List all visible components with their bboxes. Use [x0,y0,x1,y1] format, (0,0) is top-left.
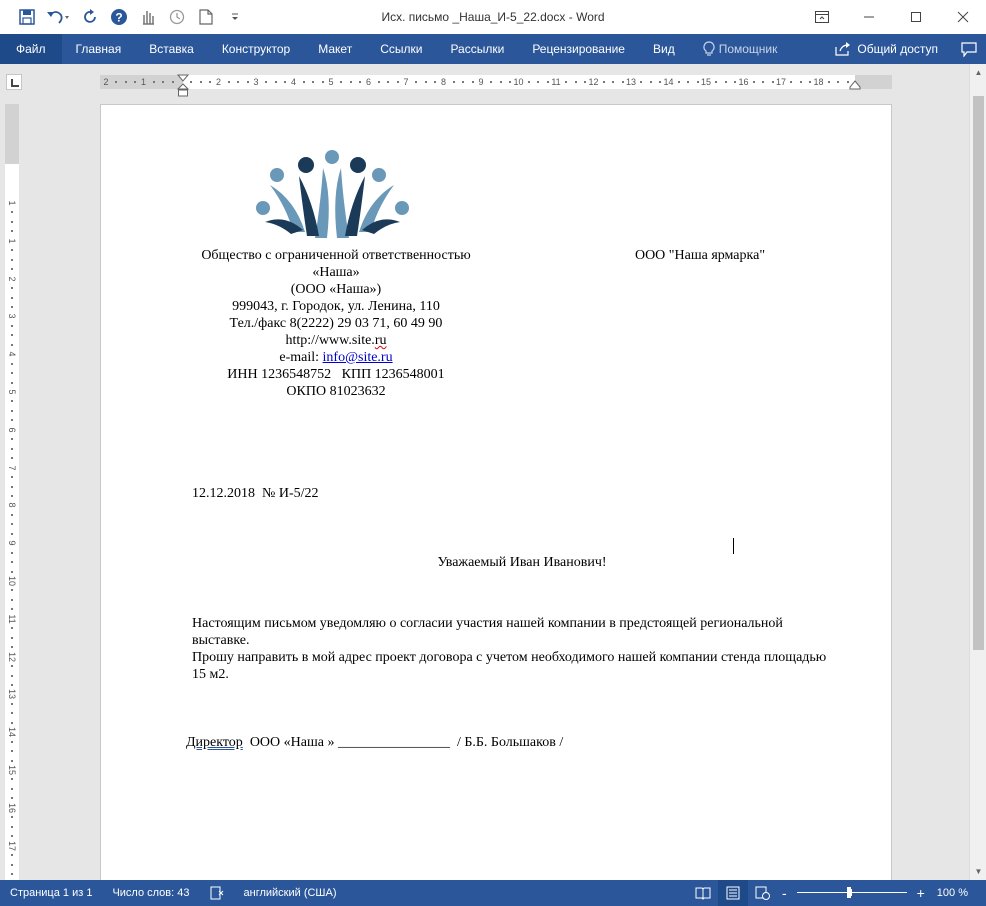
word-count[interactable]: Число слов: 43 [112,887,190,899]
sender-details [186,247,486,400]
ruler-tick [11,344,13,346]
ruler-number: 2 [7,276,17,282]
ruler-number: 15 [7,764,17,775]
tab-home[interactable]: Главная [75,42,122,56]
zoom-in-button[interactable]: + [916,885,925,901]
ruler-tick [11,306,13,308]
ruler-number: 4 [290,77,296,87]
ruler-tick [11,778,13,780]
ruler-tick [715,81,717,83]
ruler-tick [809,81,811,83]
letter-body [192,615,832,683]
ruler-tick [762,81,764,83]
ruler-tick [11,533,13,535]
close-icon[interactable] [939,0,986,34]
save-icon[interactable] [12,0,41,34]
website-suffix: ru [374,333,387,348]
ruler-number: 7 [7,465,17,471]
company-okpo: ОКПО 81023632 [286,384,386,399]
ruler-number: 2 [215,77,221,87]
ruler-tick [11,665,13,667]
ruler-tick [11,448,13,450]
ruler-number: 8 [440,77,446,87]
ruler-tick [134,81,136,83]
ruler-tick [11,788,13,790]
status-bar [0,880,986,906]
ruler-tick [11,382,13,384]
ruler-tick [11,514,13,516]
ruler-tick [11,221,13,223]
ruler-tick [11,476,13,478]
ruler-number: 12 [588,77,599,87]
company-short-name: «Наша» [312,265,360,280]
tab-design[interactable]: Конструктор [221,42,291,56]
company-email-line [186,349,486,366]
ruler-tick [725,81,727,83]
letter-paragraph: Прошу направить в мой адрес проект договора с учетом необходимого нашей компании стенда площадью 15 м2. [192,650,827,682]
page-count[interactable]: Страница 1 из 1 [10,887,93,899]
undo-icon[interactable] [41,0,75,34]
company-logo [255,150,410,240]
ruler-tick [11,760,13,762]
ruler-tick [11,722,13,724]
ruler-tick [11,325,13,327]
ruler-tick [265,81,267,83]
redo-icon[interactable] [75,0,104,34]
ruler-number: 13 [625,77,636,87]
zoom-out-button[interactable]: - [781,885,787,901]
vertical-scrollbar[interactable] [969,64,986,880]
ruler-tick [228,81,230,83]
company-abbreviation: (ООО «Наша») [290,282,382,297]
ruler-number: 16 [7,802,17,813]
company-inn-kpp: ИНН 1236548752 КПП 1236548001 [227,367,445,382]
ruler-tick [115,81,117,83]
ruler-tick [537,81,539,83]
ruler-tick [11,287,13,289]
letter-greeting: Уважаемый Иван Иванович! [437,555,607,570]
ruler-tick [359,81,361,83]
ruler-number: 9 [478,77,484,87]
ruler-number: 11 [7,614,17,624]
read-mode-icon[interactable] [688,880,718,906]
lightbulb-icon [703,41,715,57]
ruler-tick [734,81,736,83]
ruler-tick [11,230,13,232]
ruler-tick [584,81,586,83]
ruler-tick [462,81,464,83]
ruler-tick [790,81,792,83]
text-cursor [733,538,734,554]
ruler-tick [800,81,802,83]
history-icon[interactable] [162,0,191,34]
ruler-tick [11,372,13,374]
tab-file[interactable]: Файл [0,34,62,64]
ruler-number: 6 [7,427,17,433]
ruler-tick [237,81,239,83]
ruler-tick [200,81,202,83]
svg-text:?: ? [114,10,123,25]
ruler-tick [11,259,13,261]
letter-paragraph: Настоящим письмом уведомляю о согласии участия нашей компании в предстоящей региональной выставке. [192,616,783,648]
scrollbar-thumb[interactable] [973,96,984,650]
ruler-tick [11,712,13,714]
ruler-tick [650,81,652,83]
ruler-tick [312,81,314,83]
ruler-number: 3 [253,77,259,87]
ruler-number: 6 [365,77,371,87]
tab-references[interactable]: Ссылки [380,42,423,56]
ruler-tick [11,297,13,299]
ribbon-display-options-icon[interactable] [798,0,845,34]
ruler-tick [565,81,567,83]
ruler-tick [162,81,164,83]
tab-insert[interactable]: Вставка [149,42,194,56]
comments-icon[interactable] [952,34,986,64]
ruler-tick [11,589,13,591]
ruler-number: 14 [663,77,674,87]
tab-selector[interactable] [6,74,22,90]
ruler-tick [828,81,830,83]
ruler-tick [11,797,13,799]
ruler-tick [11,854,13,856]
ruler-number: 11 [551,77,561,87]
help-icon[interactable] [104,0,133,34]
ribbon-tabs [0,34,986,64]
ruler-tick [11,523,13,525]
web-layout-icon[interactable] [748,880,778,906]
ruler-number: 17 [7,840,17,851]
ruler-number: 16 [738,77,749,87]
ruler-number: 5 [328,77,334,87]
ruler-tick [11,457,13,459]
ruler-tick [490,81,492,83]
ruler-tick [11,268,13,270]
ruler-tick [322,81,324,83]
ruler-tick [340,81,342,83]
customize-qat-icon[interactable] [220,0,249,34]
tab-view[interactable]: Вид [652,42,675,56]
ruler-number: 2 [103,77,109,87]
ruler-tick [453,81,455,83]
ruler-tick [11,675,13,677]
ruler-tick [11,835,13,837]
proofing-status[interactable] [200,880,234,906]
right-indent-marker-icon[interactable] [849,80,861,90]
ruler-tick [11,400,13,402]
ruler-tick [11,703,13,705]
ruler-tick [11,873,13,875]
ruler-tick [11,599,13,601]
ruler-number: 1 [140,77,146,87]
ruler-tick [509,81,511,83]
ruler-number: 14 [7,727,17,738]
company-address: 999043, г. Городок, ул. Ленина, 110 [232,299,440,314]
vertical-ruler[interactable] [5,104,19,880]
ruler-tick [11,750,13,752]
ruler-tick [11,684,13,686]
ruler-tick [425,81,427,83]
ruler-tick [11,627,13,629]
window-title: Исх. письмо _Наша_И-5_22.docx - Word [381,10,605,24]
ruler-number: 1 [7,200,17,206]
ruler-area [0,64,986,100]
ruler-tick [640,81,642,83]
company-phone: Тел./факс 8(2222) 29 03 71, 60 49 90 [229,316,443,331]
ruler-tick [528,81,530,83]
tell-me-search[interactable] [689,34,792,64]
tab-mailings[interactable]: Рассылки [450,42,505,56]
signature-title: Директор [186,735,243,750]
ruler-tick [284,81,286,83]
horizontal-ruler[interactable] [100,75,892,89]
ruler-tick [11,249,13,251]
language-indicator[interactable]: английский (США) [243,887,337,899]
scroll-down-icon[interactable]: ▼ [974,867,983,876]
ruler-number: 15 [700,77,711,87]
indent-marker-icon[interactable] [177,74,189,98]
ruler-tick [11,637,13,639]
ruler-tick [575,81,577,83]
ruler-number: 5 [7,389,17,395]
ruler-tick [11,571,13,573]
proofing-icon [210,886,224,900]
ruler-tick [153,81,155,83]
ruler-tick [415,81,417,83]
ruler-tick [612,81,614,83]
quick-access-toolbar [0,0,249,34]
title-bar [0,0,986,34]
ruler-tick [350,81,352,83]
ruler-tick [190,81,192,83]
ruler-tick [275,81,277,83]
ruler-tick [11,608,13,610]
print-layout-icon[interactable] [718,880,748,906]
ruler-number: 18 [813,77,824,87]
share-button[interactable] [821,34,952,64]
ruler-tick [678,81,680,83]
ruler-number: 13 [7,689,17,700]
tab-review[interactable]: Рецензирование [532,42,625,56]
ruler-tick [622,81,624,83]
ruler-number: 8 [7,502,17,508]
ruler-tick [547,81,549,83]
ruler-number: 7 [403,77,409,87]
maximize-icon[interactable] [892,0,939,34]
ruler-tick [11,438,13,440]
ruler-tick [11,741,13,743]
ruler-tick [11,419,13,421]
ruler-tick [11,410,13,412]
zoom-level[interactable]: 100 % [936,887,968,899]
ruler-tick [772,81,774,83]
ruler-number: 4 [7,351,17,357]
ruler-number: 3 [7,313,17,319]
ruler-tick [11,646,13,648]
recipient-name: ООО "Наша ярмарка" [634,248,766,263]
signature-line [186,735,563,751]
share-label: Общий доступ [857,42,938,56]
ruler-tick [172,81,174,83]
ruler-tick [247,81,249,83]
signature-details: ООО «Наша » ________________ / Б.Б. Большаков / [242,735,564,750]
ruler-tick [378,81,380,83]
touch-mode-icon[interactable] [133,0,162,34]
ruler-tick [659,81,661,83]
share-icon [835,42,851,56]
ruler-tick [11,334,13,336]
ruler-tick [125,81,127,83]
tell-me-label: Помощник [718,42,778,56]
company-website [186,332,486,349]
ruler-tick [500,81,502,83]
minimize-icon[interactable] [845,0,892,34]
ruler-tick [387,81,389,83]
ruler-tick [753,81,755,83]
ruler-tick [397,81,399,83]
new-document-icon[interactable] [191,0,220,34]
ruler-tick [11,363,13,365]
ruler-number: 1 [7,238,17,244]
ruler-number: 17 [775,77,786,87]
ruler-tick [303,81,305,83]
ruler-tick [697,81,699,83]
email-label: e-mail: [279,350,323,365]
ruler-tick [434,81,436,83]
ruler-number: 10 [7,575,17,586]
ruler-tick [11,864,13,866]
ruler-tick [603,81,605,83]
zoom-slider[interactable] [797,880,907,906]
website-prefix: http://www.site. [285,333,375,348]
ruler-tick [11,495,13,497]
ruler-tick [687,81,689,83]
letter-date-number: 12.12.2018 № И-5/22 [192,486,319,501]
ruler-tick [209,81,211,83]
ruler-tick [11,552,13,554]
ruler-tick [11,211,13,213]
scroll-up-icon[interactable]: ▲ [974,68,983,77]
company-name-line: Общество с ограниченной ответственностью [201,248,471,263]
ruler-number: 12 [7,651,17,662]
ruler-number: 9 [7,540,17,546]
ruler-tick [11,561,13,563]
ruler-tick [837,81,839,83]
ruler-tick [11,816,13,818]
email-link[interactable]: info@site.ru [322,350,393,365]
ruler-tick [11,486,13,488]
ruler-tick [11,826,13,828]
ruler-tick [472,81,474,83]
tab-layout[interactable]: Макет [318,42,353,56]
ruler-number: 10 [513,77,524,87]
